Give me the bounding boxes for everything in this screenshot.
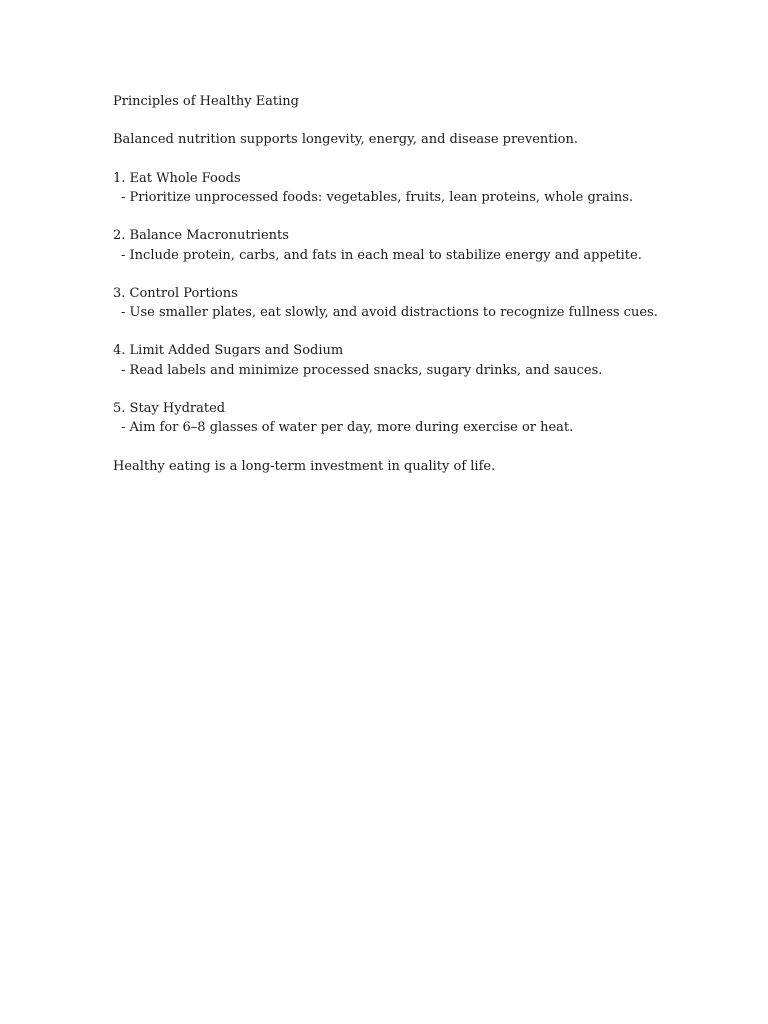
spacer [113,111,713,130]
section-2 [113,226,713,264]
section-heading: 5. Stay Hydrated [113,401,226,416]
section-detail: - Include protein, carbs, and fats in each meal to stabilize energy and appetite. [121,247,642,263]
section-heading: 1. Eat Whole Foods [113,170,241,186]
closing-paragraph: Healthy eating is a long-term investment in quality of life. [113,458,496,474]
section-1 [113,169,713,207]
section-heading: 2. Balance Macronutrients [113,228,289,244]
spacer [113,207,713,226]
section-5 [113,399,713,437]
spacer [113,437,713,456]
spacer [113,265,713,284]
document-page [113,92,713,476]
section-heading: 4. Limit Added Sugars and Sodium [113,343,344,359]
section-3 [113,284,713,322]
section-detail: - Prioritize unprocessed foods: vegetables, fruits, lean proteins, whole grains. [121,189,634,205]
section-heading: 3. Control Portions [113,285,238,301]
spacer [113,150,713,169]
section-detail: - Aim for 6–8 glasses of water per day, more during exercise or heat. [121,420,574,436]
spacer [113,322,713,341]
document-title: Principles of Healthy Eating [113,94,300,109]
section-detail: - Read labels and minimize processed snacks, sugary drinks, and sauces. [121,362,603,378]
intro-paragraph: Balanced nutrition supports longevity, energy, and disease prevention. [113,132,579,148]
section-detail: - Use smaller plates, eat slowly, and avoid distractions to recognize fullness cues. [121,305,658,321]
spacer [113,380,713,399]
section-4 [113,341,713,379]
